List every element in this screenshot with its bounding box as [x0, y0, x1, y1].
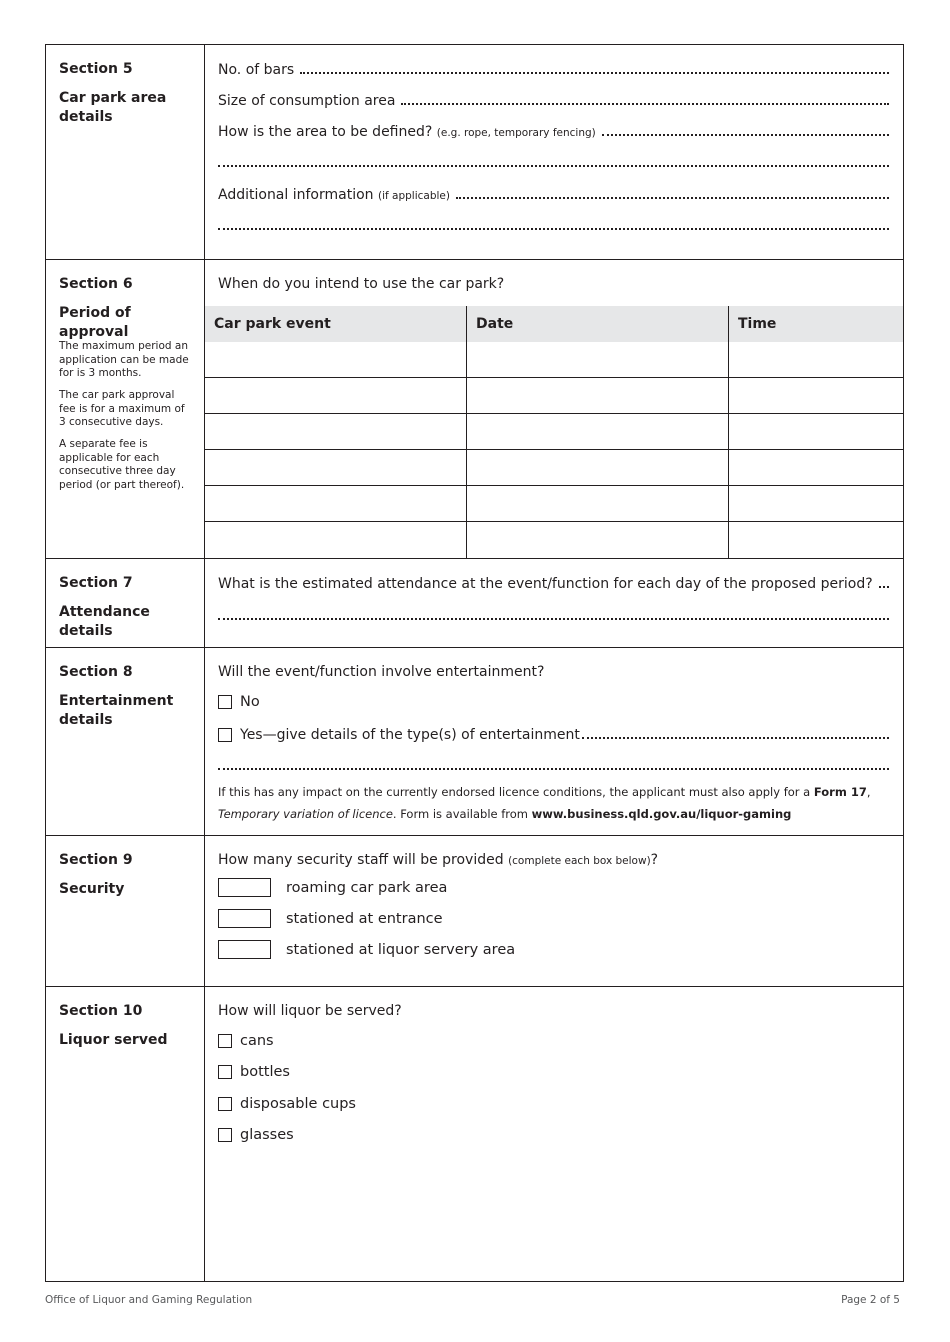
table-row	[205, 450, 903, 486]
section-8-title: Entertainment details	[59, 693, 174, 728]
disposable-cups-checkbox[interactable]	[218, 1097, 232, 1111]
dotted-line	[401, 103, 889, 105]
section-6-title: Period of approval	[59, 305, 131, 340]
area-definition-hint: (e.g. rope, temporary fencing)	[436, 127, 596, 139]
servery-count-box[interactable]	[218, 940, 271, 959]
column-header-date: Date	[467, 306, 729, 342]
date-cell[interactable]	[467, 522, 729, 558]
option-bottles[interactable]	[218, 1064, 290, 1080]
dotted-line	[582, 737, 889, 739]
dotted-line	[218, 228, 889, 230]
footer-page-number: Page 2 of 5	[841, 1294, 900, 1306]
table-row	[205, 378, 903, 414]
attendance-field[interactable]	[218, 574, 889, 592]
dotted-line	[300, 72, 889, 74]
section-6-number: Section 6	[59, 276, 133, 292]
section-10-label-column	[46, 987, 205, 1281]
no-label: No	[240, 694, 260, 710]
note-text-mid: . Form is available from	[392, 807, 529, 821]
period-table	[205, 306, 903, 558]
event-cell[interactable]	[205, 522, 467, 558]
area-definition-field[interactable]	[218, 122, 889, 140]
option-cans[interactable]	[218, 1033, 274, 1049]
table-row	[205, 486, 903, 522]
option-disposable-cups[interactable]	[218, 1096, 356, 1112]
form-17-reference: Form 17	[813, 785, 867, 799]
area-definition-text: How is the area to be defined?	[218, 124, 433, 140]
section-10-number: Section 10	[59, 1003, 143, 1019]
additional-info-field[interactable]	[218, 185, 889, 203]
section-10-title: Liquor served	[59, 1032, 168, 1048]
section-6	[46, 260, 903, 559]
form-17-title: Temporary variation of licence	[218, 807, 393, 821]
event-cell[interactable]	[205, 342, 467, 377]
date-cell[interactable]	[467, 450, 729, 485]
security-question: How many security staff will be provided (complete each box below)?	[218, 852, 659, 868]
section-7-title: Attendance details	[59, 604, 150, 639]
attendance-continuation[interactable]	[218, 606, 889, 624]
section-7-content	[205, 559, 903, 647]
bars-field[interactable]	[218, 60, 889, 78]
bars-label: No. of bars	[218, 62, 295, 78]
event-cell[interactable]	[205, 378, 467, 413]
section-7-label-column	[46, 559, 205, 647]
section-9-content	[205, 836, 903, 986]
side-note-separate-fee: A separate fee is applicable for each consecutive three day period (or part thereof).	[59, 438, 185, 491]
event-cell[interactable]	[205, 450, 467, 485]
entertainment-details-continuation[interactable]	[218, 756, 889, 774]
bottles-label: bottles	[240, 1064, 290, 1080]
liquor-question: How will liquor be served?	[218, 1003, 402, 1019]
roaming-count-box[interactable]	[218, 878, 271, 897]
bottles-checkbox[interactable]	[218, 1065, 232, 1079]
area-definition-continuation[interactable]	[218, 153, 889, 171]
yes-label: Yes—give details of the type(s) of entertainment	[240, 727, 580, 743]
additional-info-label	[218, 187, 450, 203]
table-row	[205, 522, 903, 558]
dotted-line	[456, 197, 889, 199]
section-9	[46, 836, 903, 987]
additional-info-hint: (if applicable)	[377, 190, 450, 202]
date-cell[interactable]	[467, 342, 729, 377]
dotted-line	[218, 165, 889, 167]
time-cell[interactable]	[729, 486, 903, 521]
dotted-line	[218, 618, 889, 620]
form-table	[45, 44, 904, 1282]
cans-checkbox[interactable]	[218, 1034, 232, 1048]
security-entrance-row	[218, 909, 443, 928]
roaming-label: roaming car park area	[286, 879, 448, 896]
time-cell[interactable]	[729, 522, 903, 558]
glasses-label: glasses	[240, 1127, 294, 1143]
column-header-time: Time	[738, 316, 777, 332]
entrance-count-box[interactable]	[218, 909, 271, 928]
form-url-link[interactable]: www.business.qld.gov.au/liquor-gaming	[531, 807, 792, 821]
table-header-row	[205, 306, 903, 342]
time-cell[interactable]	[729, 414, 903, 449]
form-17-note: If this has any impact on the currently endorsed licence conditions, the applicant must also apply for a Form 17, Temporary variation of licence. Form is available from www.business.qld.gov.au/liquor-gaming	[218, 785, 871, 821]
entertainment-yes-option[interactable]	[218, 725, 889, 743]
section-10	[46, 987, 903, 1281]
security-servery-row	[218, 940, 515, 959]
date-cell[interactable]	[467, 378, 729, 413]
section-8-number: Section 8	[59, 664, 133, 680]
entertainment-no-option[interactable]	[218, 694, 260, 710]
section-8	[46, 648, 903, 836]
date-cell[interactable]	[467, 486, 729, 521]
consumption-area-field[interactable]	[218, 91, 889, 109]
section-5-title: Car park area details	[59, 90, 167, 125]
time-cell[interactable]	[729, 378, 903, 413]
section-9-label-column	[46, 836, 205, 986]
entrance-label: stationed at entrance	[286, 910, 443, 927]
event-cell[interactable]	[205, 486, 467, 521]
section-5-label-column	[46, 45, 205, 259]
column-header-event: Car park event	[205, 306, 467, 342]
dotted-line	[879, 586, 889, 588]
additional-info-text: Additional information	[218, 187, 374, 203]
servery-label: stationed at liquor servery area	[286, 941, 516, 958]
table-row	[205, 414, 903, 450]
section-7	[46, 559, 903, 648]
attendance-question: What is the estimated attendance at the event/function for each day of the proposed period?	[218, 576, 873, 592]
date-cell[interactable]	[467, 414, 729, 449]
section-5-number: Section 5	[59, 61, 133, 77]
footer-organisation: Office of Liquor and Gaming Regulation	[45, 1294, 253, 1306]
security-question-text: How many security staff will be provided	[218, 852, 504, 868]
section-9-title: Security	[59, 881, 125, 897]
section-5	[46, 45, 903, 260]
section-6-label-column	[46, 260, 205, 558]
table-row	[205, 342, 903, 378]
car-park-use-question: When do you intend to use the car park?	[218, 276, 505, 292]
consumption-area-label: Size of consumption area	[218, 93, 396, 109]
option-glasses[interactable]	[218, 1127, 294, 1143]
security-roaming-row	[218, 878, 447, 897]
time-cell[interactable]	[729, 342, 903, 377]
dotted-line	[218, 768, 889, 770]
note-text: If this has any impact on the currently endorsed licence conditions, the applicant must also apply for a	[218, 785, 811, 799]
cans-label: cans	[240, 1033, 274, 1049]
side-note-fee: The car park approval fee is for a maximum of 3 consecutive days.	[59, 389, 185, 428]
no-checkbox[interactable]	[218, 695, 232, 709]
area-definition-label	[218, 124, 596, 140]
section-5-fields	[205, 45, 903, 259]
glasses-checkbox[interactable]	[218, 1128, 232, 1142]
additional-info-continuation[interactable]	[218, 216, 889, 234]
time-cell[interactable]	[729, 450, 903, 485]
event-cell[interactable]	[205, 414, 467, 449]
dotted-line	[602, 134, 889, 136]
disposable-cups-label: disposable cups	[240, 1096, 356, 1112]
side-note-max-period: The maximum period an application can be made for is 3 months.	[59, 340, 189, 379]
section-8-label-column	[46, 648, 205, 835]
entertainment-question: Will the event/function involve entertainment?	[218, 664, 545, 680]
section-10-content	[205, 987, 903, 1281]
yes-checkbox[interactable]	[218, 728, 232, 742]
security-question-hint: (complete each box below)	[508, 855, 651, 867]
section-8-content	[205, 648, 903, 835]
section-7-number: Section 7	[59, 575, 133, 591]
section-9-number: Section 9	[59, 852, 133, 868]
section-6-content	[205, 260, 903, 558]
